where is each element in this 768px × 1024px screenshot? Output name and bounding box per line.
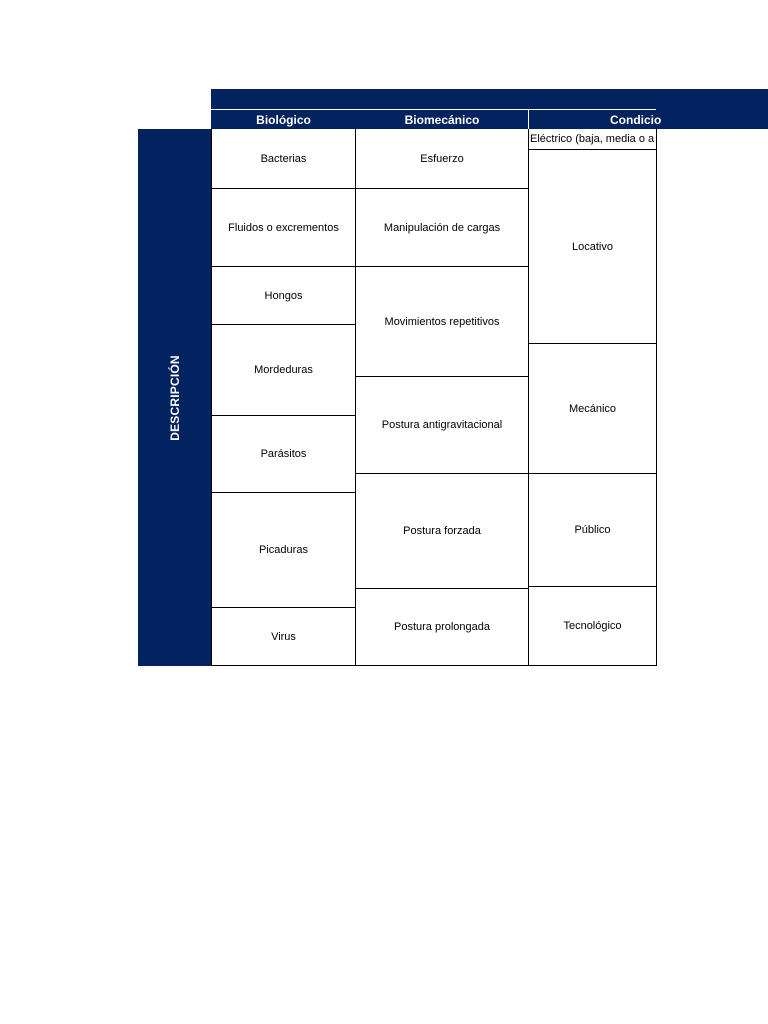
cell-condiciones: Tecnológico [563,620,622,632]
cell-biologico: Virus [271,630,296,643]
cell-biologico: Picaduras [212,493,355,608]
description-side-band [138,129,211,666]
description-label: DESCRIPCIÓN [167,354,182,441]
cell-biomecanico: Esfuerzo [356,129,528,189]
cell-biologico: Bacterias [212,129,355,189]
cell-biomecanico: Postura antigravitacional [356,377,528,474]
header-biologico: Biológico [211,110,356,129]
header-biomecanico: Biomecánico [356,110,528,129]
cell-condiciones: Eléctrico (baja, media o a [529,129,656,150]
cell-biologico: Parásitos [212,416,355,493]
header-condiciones: Condicio [529,110,768,129]
column-biologico [211,129,356,666]
cell-biomecanico: Postura forzada [356,474,528,589]
cell-biologico: Fluidos o excrementos [212,189,355,267]
cell-biomecanico: Manipulación de cargas [356,189,528,267]
cell-biomecanico: Movimientos repetitivos [356,267,528,377]
cell-condiciones: Locativo [529,150,656,344]
cell-biologico: Hongos [212,267,355,325]
cell-condiciones: Público [529,474,656,587]
page-edge-cutoff [657,129,768,669]
column-biomecanico [355,129,529,666]
cell-biomecanico: Postura prolongada [393,621,490,633]
cell-condiciones: Mecánico [529,344,656,474]
cell-biologico: Mordeduras [212,325,355,416]
column-condiciones [528,129,657,666]
